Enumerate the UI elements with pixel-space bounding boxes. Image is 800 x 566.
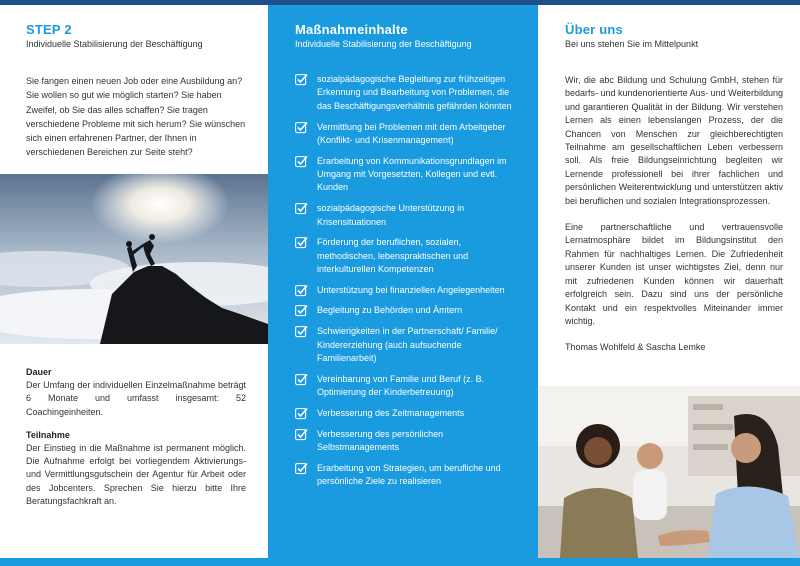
checkmark-icon xyxy=(295,325,308,338)
signature: Thomas Wohlfeld & Sascha Lemke xyxy=(565,342,706,353)
checkmark-icon xyxy=(295,284,308,297)
list-item-text: Vereinbarung von Familie und Beruf (z. B. Optimierung der Kinderbetreuung) xyxy=(317,373,485,398)
panel-ueber-uns-subheading: Bei uns stehen Sie im Mittelpunkt xyxy=(565,39,699,49)
list-item xyxy=(295,73,520,113)
list-item xyxy=(295,325,520,365)
list-item xyxy=(295,304,520,317)
list-item-text: Vermittlung bei Problemen mit dem Arbeitgeber (Konflikt- und Krisenmanagement) xyxy=(317,121,506,145)
list-item-text: Erarbeitung von Strategien, um berufliche und persönliche Ziele zu realisieren xyxy=(317,462,501,487)
checkmark-icon xyxy=(295,373,308,386)
list-item xyxy=(295,202,520,229)
list-item xyxy=(295,407,520,420)
content-list xyxy=(295,73,520,496)
checkmark-icon xyxy=(295,155,308,168)
list-item xyxy=(295,236,520,276)
dauer-text: Der Umfang der individuellen Einzelmaßnahme beträgt 6 Monate und umfasst insgesamt: 52 Coachingeinheiten. xyxy=(26,380,246,417)
consultation-photo xyxy=(538,386,800,558)
list-item-text: Unterstützung bei finanziellen Angelegenheiten xyxy=(317,284,505,295)
dauer-title: Dauer xyxy=(26,367,52,377)
teilnahme-text: Der Einstieg in die Maßnahme ist permanent möglich. Die Aufnahme erfolgt bei vorliegendem Aktivierungs- und Vermittlungsgutschein der Agentur für Arbeit oder des Jobcenters. Sprechen Sie hierzu bitte Ihre Beratungsfachkraft an. xyxy=(26,443,246,506)
intro-text: Sie fangen einen neuen Job oder eine Ausbildung an? Sie wollen so gut wie möglich starten? Sie haben Zweifel, ob Sie das alles schaffen? Sie tragen verschiedene Probleme mit sich herum? Sie wünschen sich einen erfahrenen Partner, der Ihnen in verschiedenen Bereichen zur Seite steht? xyxy=(26,76,246,158)
list-item-text: Verbesserung des persönlichen Selbstmanagements xyxy=(317,428,444,452)
panel-massnahmeinhalte-subheading: Individuelle Stabilisierung der Beschäftigung xyxy=(295,39,472,49)
teilnahme-title: Teilnahme xyxy=(26,429,70,440)
list-item-text: Schwierigkeiten in der Partnerschaft/ Familie/ Kindererziehung (auch aufsuchende Familienarbeit) xyxy=(317,326,498,363)
checkmark-icon xyxy=(295,236,308,249)
about-text xyxy=(565,74,783,368)
panel-ueber-uns xyxy=(538,5,800,558)
list-item-text: Verbesserung des Zeitmanagements xyxy=(317,407,465,418)
list-item xyxy=(295,284,520,297)
panel-massnahmeinhalte-header xyxy=(295,22,525,49)
about-paragraph-1: Wir, die abc Bildung und Schulung GmbH, stehen für bedarfs- und kundenorientierte Aus- und Weiterbildung und garantieren Qualität in der Bildung. Wir verstehen Lernen als einen lebenslangen Prozess, der die Chancen von Menschen zur gleichberechtigten Teilnahme am gesellschaftlichen Leben verbessern soll. Als freie Bildungseinrichtung begleiten wir Lernende professionell bei ihrer fachlichen und persönlichen Weiterentwicklung und unterstützen aktiv bei beruflichen und sozialen Integrationsprozessen. xyxy=(565,75,783,206)
list-item-text: Erarbeitung von Kommunikationsgrundlagen im Umgang mit Vorgesetzten, Kollegen und evtl. Kunden xyxy=(317,155,507,193)
info-block xyxy=(26,366,246,508)
panel-step2 xyxy=(0,5,268,558)
checkmark-icon xyxy=(295,428,308,441)
list-item xyxy=(295,462,520,489)
bottom-bar xyxy=(0,558,800,566)
checkmark-icon xyxy=(295,202,308,215)
panel-step2-heading: STEP 2 xyxy=(26,22,72,37)
list-item xyxy=(295,373,520,400)
mountain-climbers-image xyxy=(0,174,268,344)
panel-massnahmeinhalte xyxy=(268,5,538,558)
checkmark-icon xyxy=(295,73,308,86)
list-item-text: Förderung der beruflichen, sozialen, methodischen, lebenspraktischen und interkulturellen Kompetenzen xyxy=(317,237,469,275)
panel-step2-header xyxy=(26,22,256,49)
panel-massnahmeinhalte-heading: Maßnahmeinhalte xyxy=(295,22,408,37)
panel-step2-subheading: Individuelle Stabilisierung der Beschäftigung xyxy=(26,39,203,49)
checkmark-icon xyxy=(295,407,308,420)
list-item xyxy=(295,121,520,148)
checkmark-icon xyxy=(295,462,308,475)
list-item-text: Begleitung zu Behörden und Ämtern xyxy=(317,305,463,316)
panel-ueber-uns-heading: Über uns xyxy=(565,22,623,37)
list-item-text: sozialpädagogische Unterstützung in Krisensituationen xyxy=(317,203,465,227)
about-paragraph-2: Eine partnerschaftliche und vertrauensvolle Lernatmosphäre bildet im Bildungsinstitut den Rahmen für nachhaltiges Lernen. Die Zufriedenheit unserer Kunden ist unser wichtigstes Ziel, denn nur mit zufriedenen Kunden können wir dauerhaft erfolgreich sein. Dazu sind uns der persönliche Kontakt und ein respektvolles Miteinander immer wichtig. xyxy=(565,222,783,326)
list-item xyxy=(295,428,520,455)
panel-ueber-uns-header xyxy=(565,22,795,49)
checkmark-icon xyxy=(295,304,308,317)
list-item xyxy=(295,155,520,195)
list-item-text: sozialpädagogische Begleitung zur frühzeitigen Erkennung und Bearbeitung von Problemen, die das Beschäftigungsverhältnis gefährden könnten xyxy=(317,74,512,111)
checkmark-icon xyxy=(295,121,308,134)
